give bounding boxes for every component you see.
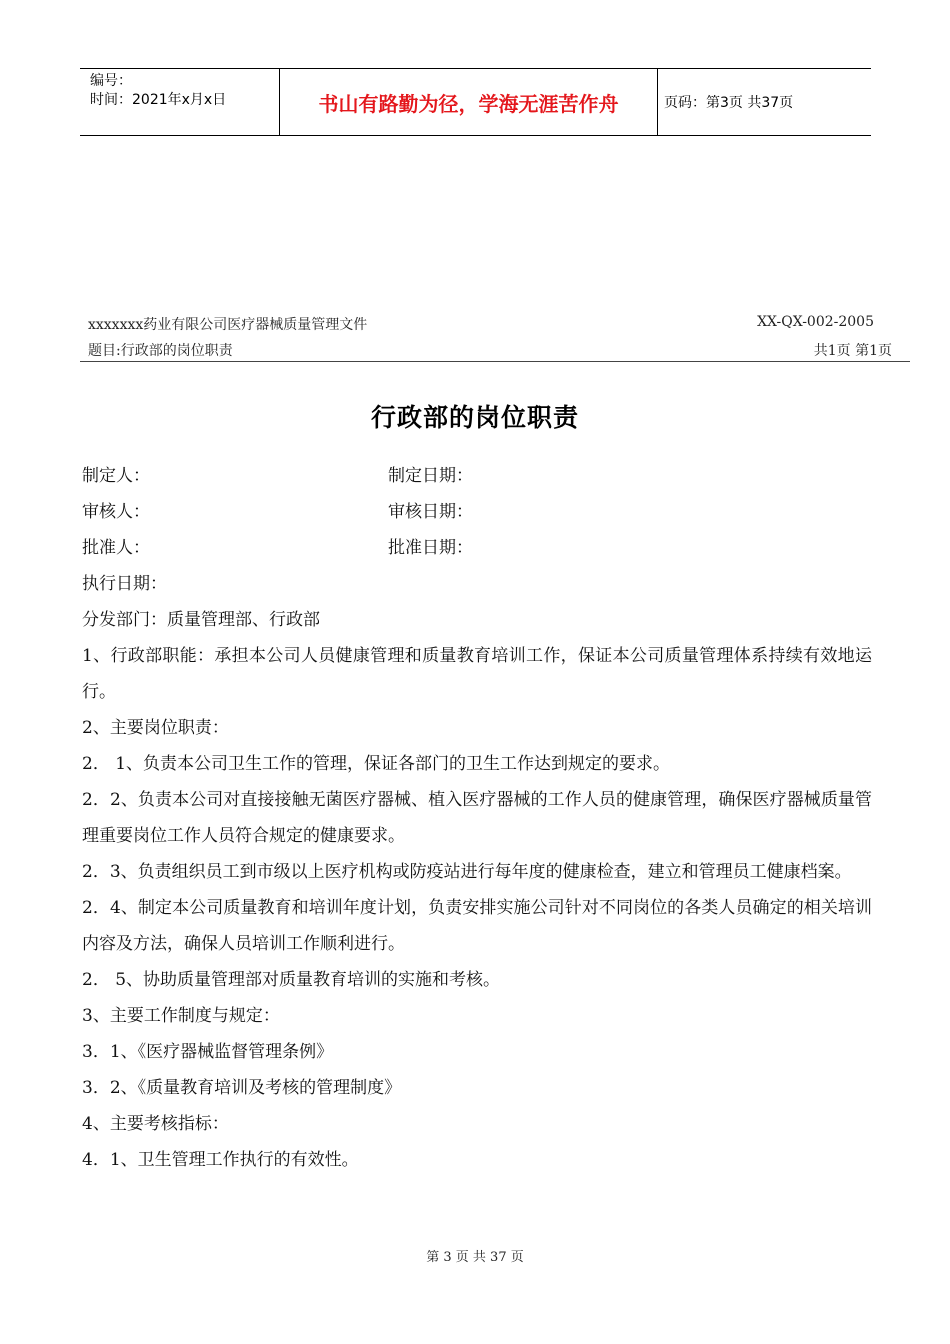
number-label: 编号： <box>90 73 132 89</box>
author-date-label: 制定日期： <box>388 466 473 486</box>
page-header-table <box>80 68 871 136</box>
item-3-2: 3．2、《质量教育培训及考核的管理制度》 <box>82 1078 402 1098</box>
item-3-1: 3．1、《医疗器械监督管理条例》 <box>82 1042 334 1062</box>
date-line: 时间：2021年x月x日 <box>90 92 227 108</box>
section-2-heading: 2、主要岗位职责： <box>82 718 229 738</box>
item-2-4: 2．4、制定本公司质量教育和培训年度计划，负责安排实施公司针对不同岗位的各类人员确定的相关培训内容及方法，确保人员培训工作顺利进行。 <box>82 898 872 954</box>
author-label: 制定人： <box>82 466 150 486</box>
reviewer-label: 审核人： <box>82 502 150 522</box>
distribution: 分发部门：质量管理部、行政部 <box>82 610 320 630</box>
review-date-label: 审核日期： <box>388 502 473 522</box>
document-pages: 共1页 第1页 <box>813 343 892 359</box>
reviewer-row <box>82 494 872 530</box>
page-info: 页码：第3页 共37页 <box>664 95 794 111</box>
approver-row <box>82 530 872 566</box>
motto: 书山有路勤为径，学海无涯苦作舟 <box>280 69 658 135</box>
exec-date-label: 执行日期： <box>82 574 167 594</box>
doc-header-row-2 <box>88 340 892 360</box>
header-divider <box>80 361 910 362</box>
document-subject: 题目:行政部的岗位职责 <box>88 343 233 359</box>
page-footer: 第 3 页 共 37 页 <box>426 1250 524 1265</box>
section-4-heading: 4、主要考核指标： <box>82 1114 229 1134</box>
document-code: XX-QX-002-2005 <box>757 314 874 330</box>
doc-header-row-1 <box>88 314 892 334</box>
page-title: 行政部的岗位职责 <box>370 403 579 432</box>
item-2-2: 2．2、负责本公司对直接接触无菌医疗器械、植入医疗器械的工作人员的健康管理，确保医疗器械质量管理重要岗位工作人员符合规定的健康要求。 <box>82 790 872 846</box>
document-body <box>82 458 872 1178</box>
header-left-cell <box>80 69 280 135</box>
approver-label: 批准人： <box>82 538 150 558</box>
section-3-heading: 3、主要工作制度与规定： <box>82 1006 280 1026</box>
item-2-3: 2．3、负责组织员工到市级以上医疗机构或防疫站进行每年度的健康检查，建立和管理员工健康档案。 <box>82 862 852 882</box>
paragraph-1: 1、行政部职能：承担本公司人员健康管理和质量教育培训工作，保证本公司质量管理体系持续有效地运行。 <box>82 646 872 702</box>
item-2-5: 2． 5、协助质量管理部对质量教育培训的实施和考核。 <box>82 970 501 990</box>
item-2-1: 2． 1、负责本公司卫生工作的管理，保证各部门的卫生工作达到规定的要求。 <box>82 754 671 774</box>
author-row <box>82 458 872 494</box>
approve-date-label: 批准日期： <box>388 538 473 558</box>
company-name: xxxxxxx药业有限公司医疗器械质量管理文件 <box>88 317 368 333</box>
item-4-1: 4．1、卫生管理工作执行的有效性。 <box>82 1150 359 1170</box>
